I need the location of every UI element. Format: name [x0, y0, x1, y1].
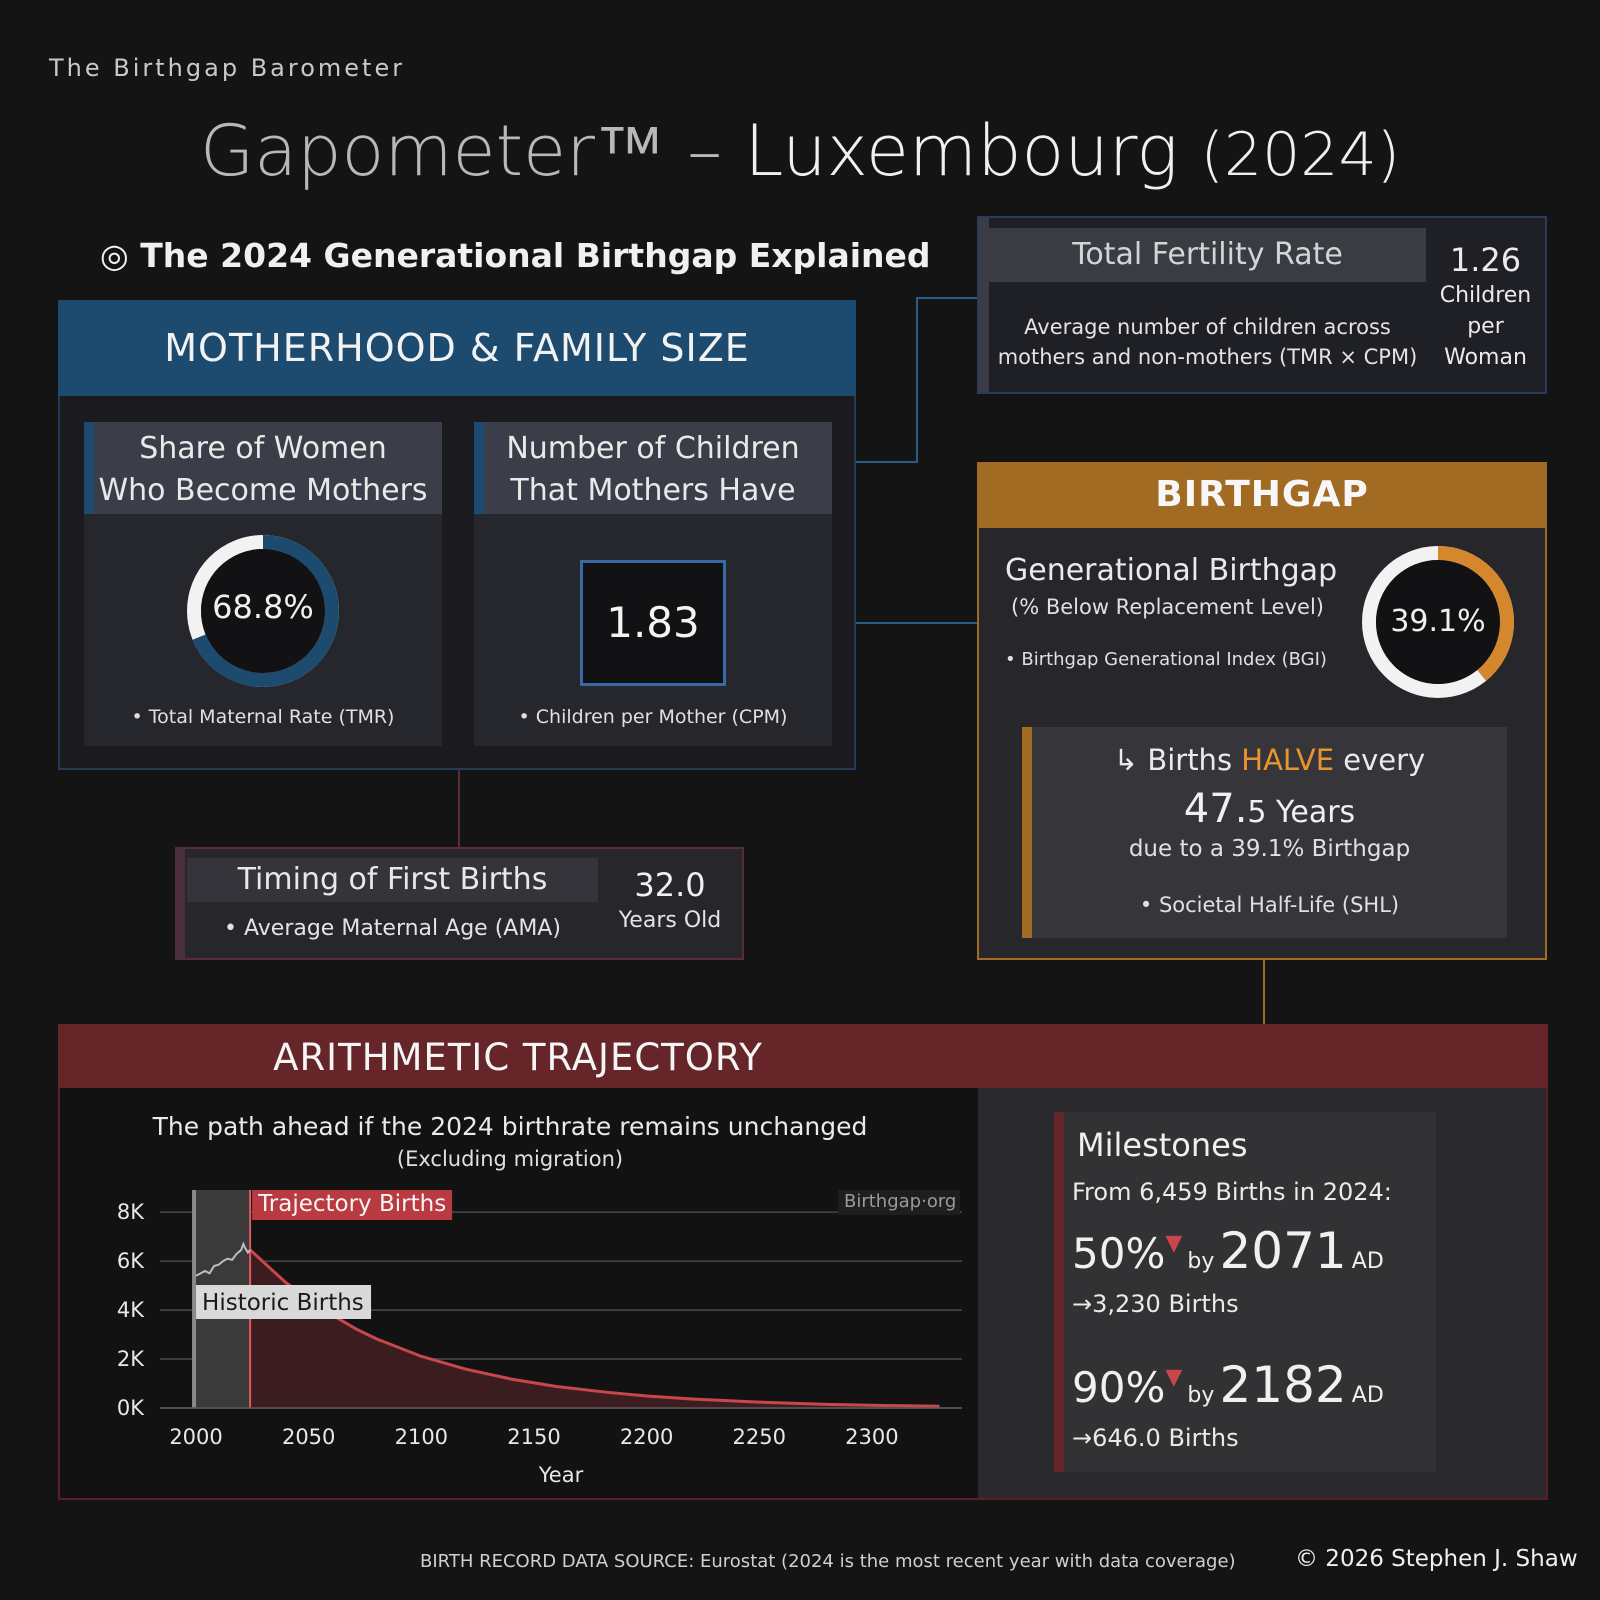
x-tick-label: 2000: [169, 1425, 223, 1449]
milestone-by: by: [1187, 1249, 1215, 1274]
cpm-note: • Children per Mother (CPM): [518, 706, 788, 728]
bgi-note: • Birthgap Generational Index (BGI): [1005, 649, 1327, 670]
connector-line: [916, 297, 918, 463]
tfr-header: Total Fertility Rate: [989, 228, 1426, 282]
halve-years-int: 47.: [1183, 786, 1248, 832]
x-tick-label: 2250: [732, 1425, 786, 1449]
x-tick-label: 2150: [507, 1425, 561, 1449]
x-tick-label: 2300: [845, 1425, 899, 1449]
milestone-year: 2182: [1219, 1356, 1347, 1414]
trajectory-subtitle: The path ahead if the 2024 birthrate remains unchanged: [152, 1112, 868, 1141]
page-title: [0, 110, 1600, 192]
watermark: Birthgap·org: [844, 1191, 957, 1212]
connector-line: [458, 770, 460, 848]
halve-prefix: Births: [1147, 743, 1233, 777]
tfr-unit-line3: Woman: [1444, 345, 1527, 370]
connector-line: [1263, 960, 1265, 1024]
tfr-unit-line2: per: [1467, 314, 1504, 339]
children-card-title: [474, 422, 832, 514]
trajectory-chart: [100, 1190, 970, 1490]
milestones-title: Milestones: [1077, 1126, 1248, 1164]
halve-reason: due to a 39.1% Birthgap: [1128, 836, 1411, 862]
timing-header: Timing of First Births: [187, 858, 598, 902]
share-card-title-line1: Share of Women: [139, 431, 387, 466]
title-country: Luxembourg: [744, 110, 1179, 192]
shl-note: • Societal Half-Life (SHL): [1139, 893, 1400, 917]
trajectory-header: ARITHMETIC TRAJECTORY: [273, 1036, 763, 1079]
tfr-value: 1.26: [1449, 241, 1522, 279]
milestone-year: 2071: [1219, 1222, 1347, 1280]
trajectory-subtitle-note: (Excluding migration): [396, 1147, 624, 1171]
tfr-desc-line1: Average number of children across: [1024, 315, 1391, 339]
connector-line: [856, 622, 978, 624]
tfr-value-group: [1428, 240, 1543, 373]
title-prefix: Gapometer™: [199, 110, 665, 192]
milestone-by: by: [1187, 1383, 1215, 1408]
title-separator: –: [664, 110, 745, 192]
milestone-item: [1072, 1222, 1384, 1280]
cpm-value-box: 1.83: [580, 560, 726, 686]
timing-stripe: [175, 847, 185, 960]
data-source-note: BIRTH RECORD DATA SOURCE: Eurostat (2024 is the most recent year with data coverage): [420, 1551, 1236, 1572]
x-axis-label: Year: [538, 1463, 584, 1487]
turn-arrow-icon: ↳: [1113, 743, 1139, 777]
y-tick-label: 0K: [116, 1396, 144, 1420]
copyright: © 2026 Stephen J. Shaw: [1295, 1546, 1578, 1572]
share-card-stripe: [84, 422, 94, 514]
historic-label: Historic Births: [202, 1290, 364, 1316]
trajectory-label: Trajectory Births: [258, 1191, 447, 1217]
milestone-ad: AD: [1351, 1249, 1384, 1274]
tfr-description: [989, 312, 1426, 372]
milestone-births: →646.0 Births: [1072, 1424, 1239, 1452]
x-tick-label: 2200: [619, 1425, 674, 1449]
halve-line: [1032, 743, 1507, 777]
y-tick-label: 2K: [116, 1347, 144, 1372]
milestone-pct: 50%: [1072, 1229, 1166, 1278]
milestones-stripe: [1054, 1112, 1064, 1472]
children-card-title-line1: Number of Children: [506, 431, 800, 466]
title-year: (2024): [1200, 120, 1401, 190]
connector-line: [856, 461, 918, 463]
halve-keyword: HALVE: [1241, 743, 1335, 777]
tmr-note: • Total Maternal Rate (TMR): [131, 706, 395, 728]
y-tick-label: 6K: [116, 1249, 144, 1274]
milestone-pct: 90%: [1072, 1363, 1166, 1412]
ama-value: 32.0: [634, 866, 706, 904]
halve-years: [1032, 786, 1507, 832]
bgi-value: 39.1%: [1390, 604, 1486, 639]
down-triangle-icon: ▼: [1165, 1231, 1183, 1256]
y-tick-label: 8K: [116, 1200, 144, 1225]
milestone-ad: AD: [1351, 1383, 1384, 1408]
x-tick-label: 2100: [394, 1425, 449, 1449]
ama-note: • Average Maternal Age (AMA): [224, 916, 561, 941]
brand-label: The Birthgap Barometer: [49, 54, 406, 82]
milestone-item: [1072, 1356, 1384, 1414]
milestones-from: From 6,459 Births in 2024:: [1072, 1178, 1392, 1206]
tfr-desc-line2: mothers and non-mothers (TMR × CPM): [997, 345, 1418, 369]
tfr-unit-line1: Children: [1439, 283, 1532, 308]
down-triangle-icon: ▼: [1165, 1365, 1183, 1390]
share-card-title-line2: Who Become Mothers: [98, 473, 428, 508]
birthgap-title: Generational Birthgap: [1005, 553, 1338, 588]
halve-years-dec: 5 Years: [1247, 795, 1356, 830]
connector-line: [916, 297, 978, 299]
x-tick-label: 2050: [281, 1425, 336, 1449]
tmr-value: 68.8%: [212, 588, 314, 626]
children-card-title-line2: That Mothers Have: [510, 473, 796, 508]
ama-unit: Years Old: [618, 908, 722, 933]
motherhood-header: MOTHERHOOD & FAMILY SIZE: [58, 300, 856, 396]
y-tick-label: 4K: [116, 1298, 144, 1323]
tfr-stripe: [979, 218, 989, 392]
milestone-births: →3,230 Births: [1072, 1290, 1239, 1318]
children-card-stripe: [474, 422, 484, 514]
half-life-stripe: [1022, 727, 1032, 938]
birthgap-header: BIRTHGAP: [977, 462, 1547, 528]
halve-suffix: every: [1343, 743, 1426, 777]
share-card-title: [84, 422, 442, 514]
birthgap-subtitle: (% Below Replacement Level): [1011, 595, 1324, 619]
section-heading: ◎ The 2024 Generational Birthgap Explained: [100, 236, 931, 275]
